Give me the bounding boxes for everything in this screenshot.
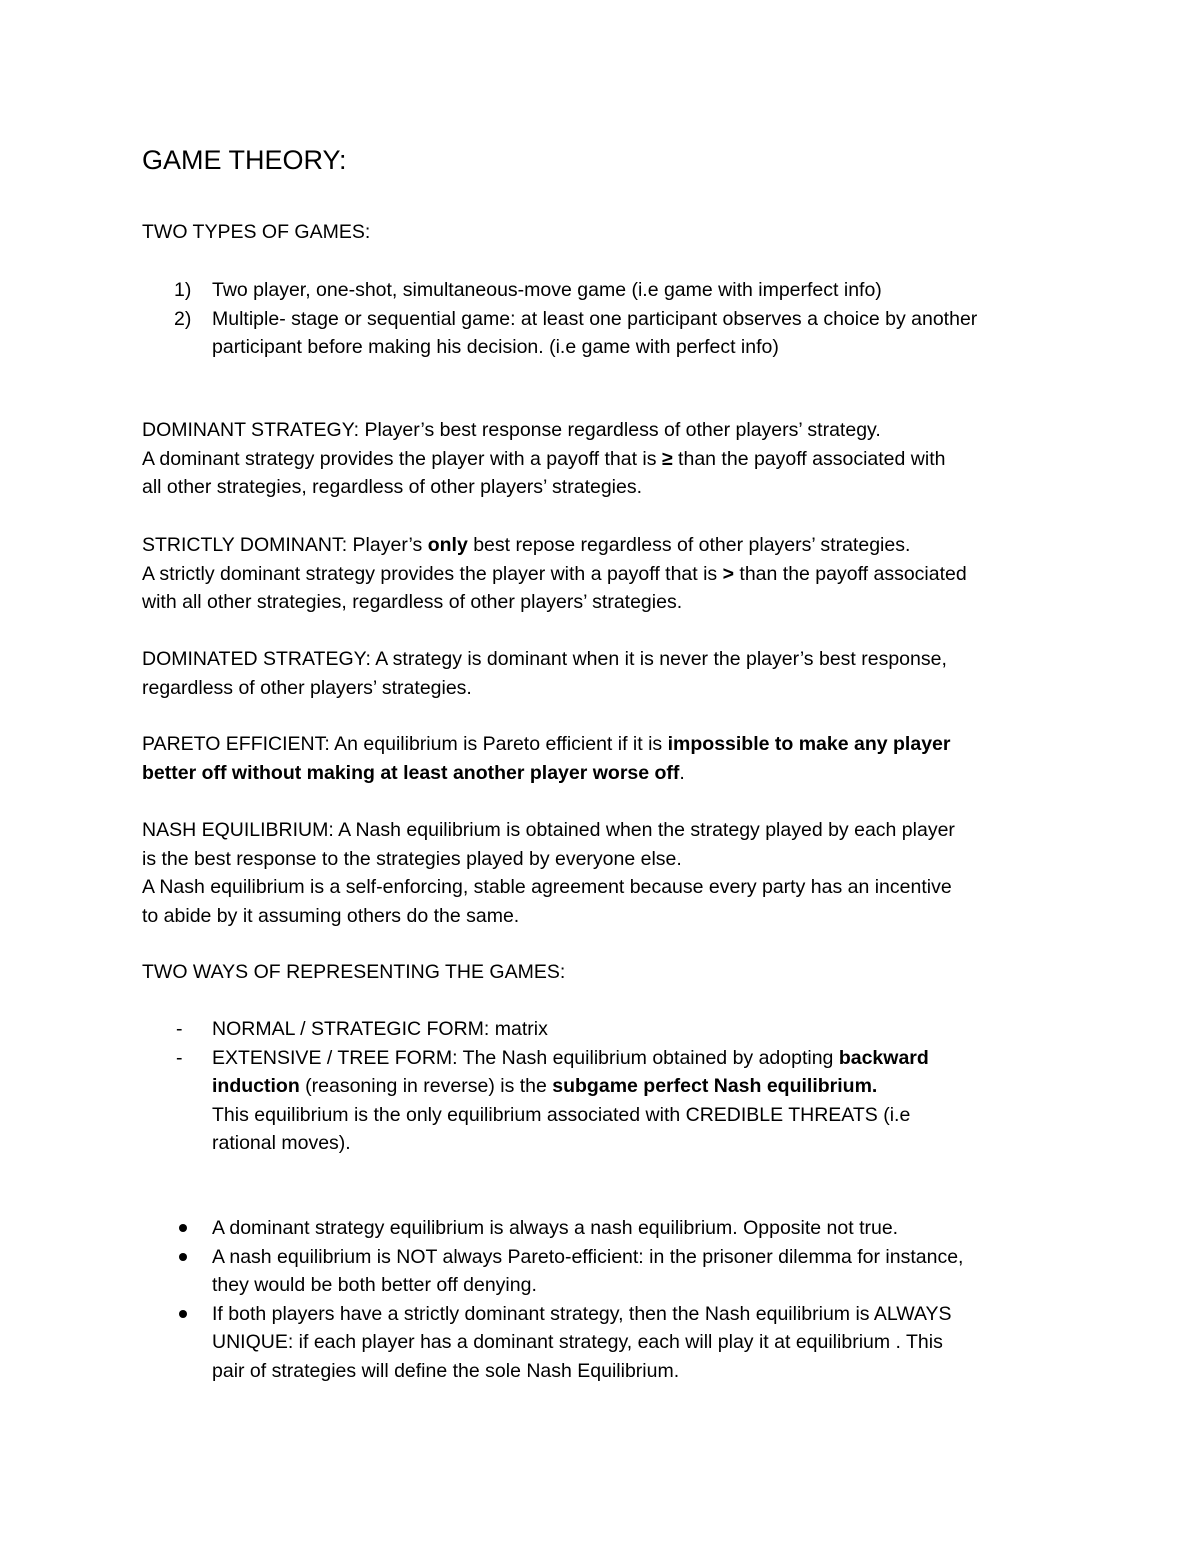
text-line: regardless of other players’ strategies. [142,676,472,699]
text-line: A Nash equilibrium is a self-enforcing, stable agreement because every party has an incentive [142,876,952,899]
text-span: than the payoff associated [733,562,967,585]
text-line: all other strategies, regardless of other players’ strategies. [142,476,643,499]
bullet-line: If both players have a strictly dominant strategy, then the Nash equilibrium is ALWAYS [212,1302,952,1325]
text-line: DOMINATED STRATEGY: A strategy is dominant when it is never the player’s best response, [142,648,947,670]
text-span: PARETO EFFICIENT: An equilibrium is Pareto efficient if it is [142,733,668,755]
text-line [142,531,1072,560]
text-span: A strictly dominant strategy provides the player with a payoff that is [142,562,723,585]
text-line [142,560,1072,589]
strictly-dominant-paragraph [142,531,1072,617]
dash-marker: - [176,1018,183,1040]
bold-text: better off without making at least another player worse off [142,761,680,784]
bold-text: subgame perfect Nash equilibrium. [552,1075,878,1098]
bold-text: only [427,534,468,556]
bullet-icon [179,1224,187,1232]
text-line: NASH EQUILIBRIUM: A Nash equilibrium is obtained when the strategy played by each player [142,819,955,841]
text-span: A dominant strategy provides the player with a payoff that is [142,447,662,470]
text-line: DOMINANT STRATEGY: Player’s best response regardless of other players’ strategy. [142,419,881,441]
list-item-line [212,1072,1072,1101]
bold-text: impossible to make any player [667,733,951,755]
bullet-text [212,1300,1072,1386]
dominated-strategy-paragraph [142,645,1072,702]
list-marker: 2) [174,307,192,330]
text-line [142,730,1072,759]
types-heading: TWO TYPES OF GAMES: [142,221,371,243]
list-item-line [212,1044,1072,1073]
dash-marker: - [176,1046,183,1069]
text-line [142,445,1072,474]
list-item-text [212,1044,1072,1158]
bullet-line: pair of strategies will define the sole Nash Equilibrium. [212,1359,680,1382]
bullet-line: UNIQUE: if each player has a dominant strategy, each will play it at equilibrium . This [212,1331,943,1354]
gt-symbol: > [722,562,734,585]
dominant-strategy-paragraph [142,416,1072,502]
list-item-text [212,305,1072,362]
bold-text: backward [838,1046,929,1069]
nash-equilibrium-paragraph [142,816,1072,930]
text-line: is the best response to the strategies played by everyone else. [142,847,682,870]
text-line: with all other strategies, regardless of other players’ strategies. [142,591,683,614]
text-span: . [679,761,685,784]
bullet-icon [179,1310,187,1318]
text-line: to abide by it assuming others do the same. [142,904,520,927]
text-span: STRICTLY DOMINANT: Player’s [142,534,428,556]
bullet-line: they would be both better off denying. [212,1274,537,1297]
list-marker: 1) [174,279,192,301]
list-item-line: participant before making his decision. (i.e game with perfect info) [212,336,779,359]
text-span: best repose regardless of other players’ strategies. [467,534,911,556]
text-span: than the payoff associated with [672,447,946,470]
bullet-icon [179,1253,187,1261]
page-title: GAME THEORY: [142,145,347,175]
list-item-text: Two player, one-shot, simultaneous-move game (i.e game with imperfect info) [212,279,882,301]
pareto-efficient-paragraph [142,730,1072,787]
ways-heading: TWO WAYS OF REPRESENTING THE GAMES: [142,961,566,983]
bullet-line: A nash equilibrium is NOT always Pareto-efficient: in the prisoner dilemma for instance, [212,1245,964,1268]
text-line [142,759,1072,788]
list-item-text: NORMAL / STRATEGIC FORM: matrix [212,1018,548,1040]
list-item-line: Multiple- stage or sequential game: at least one participant observes a choice by another [212,307,978,330]
text-span: EXTENSIVE / TREE FORM: The Nash equilibrium obtained by adopting [212,1046,839,1069]
text-span: (reasoning in reverse) is the [299,1075,553,1098]
bullet-text [212,1243,1072,1300]
bullet-text: A dominant strategy equilibrium is always a nash equilibrium. Opposite not true. [212,1217,899,1239]
list-item-line: rational moves). [212,1132,351,1155]
geq-symbol: ≥ [661,447,673,470]
list-item-line: This equilibrium is the only equilibrium associated with CREDIBLE THREATS (i.e [212,1103,911,1126]
bold-text: induction [212,1075,300,1098]
